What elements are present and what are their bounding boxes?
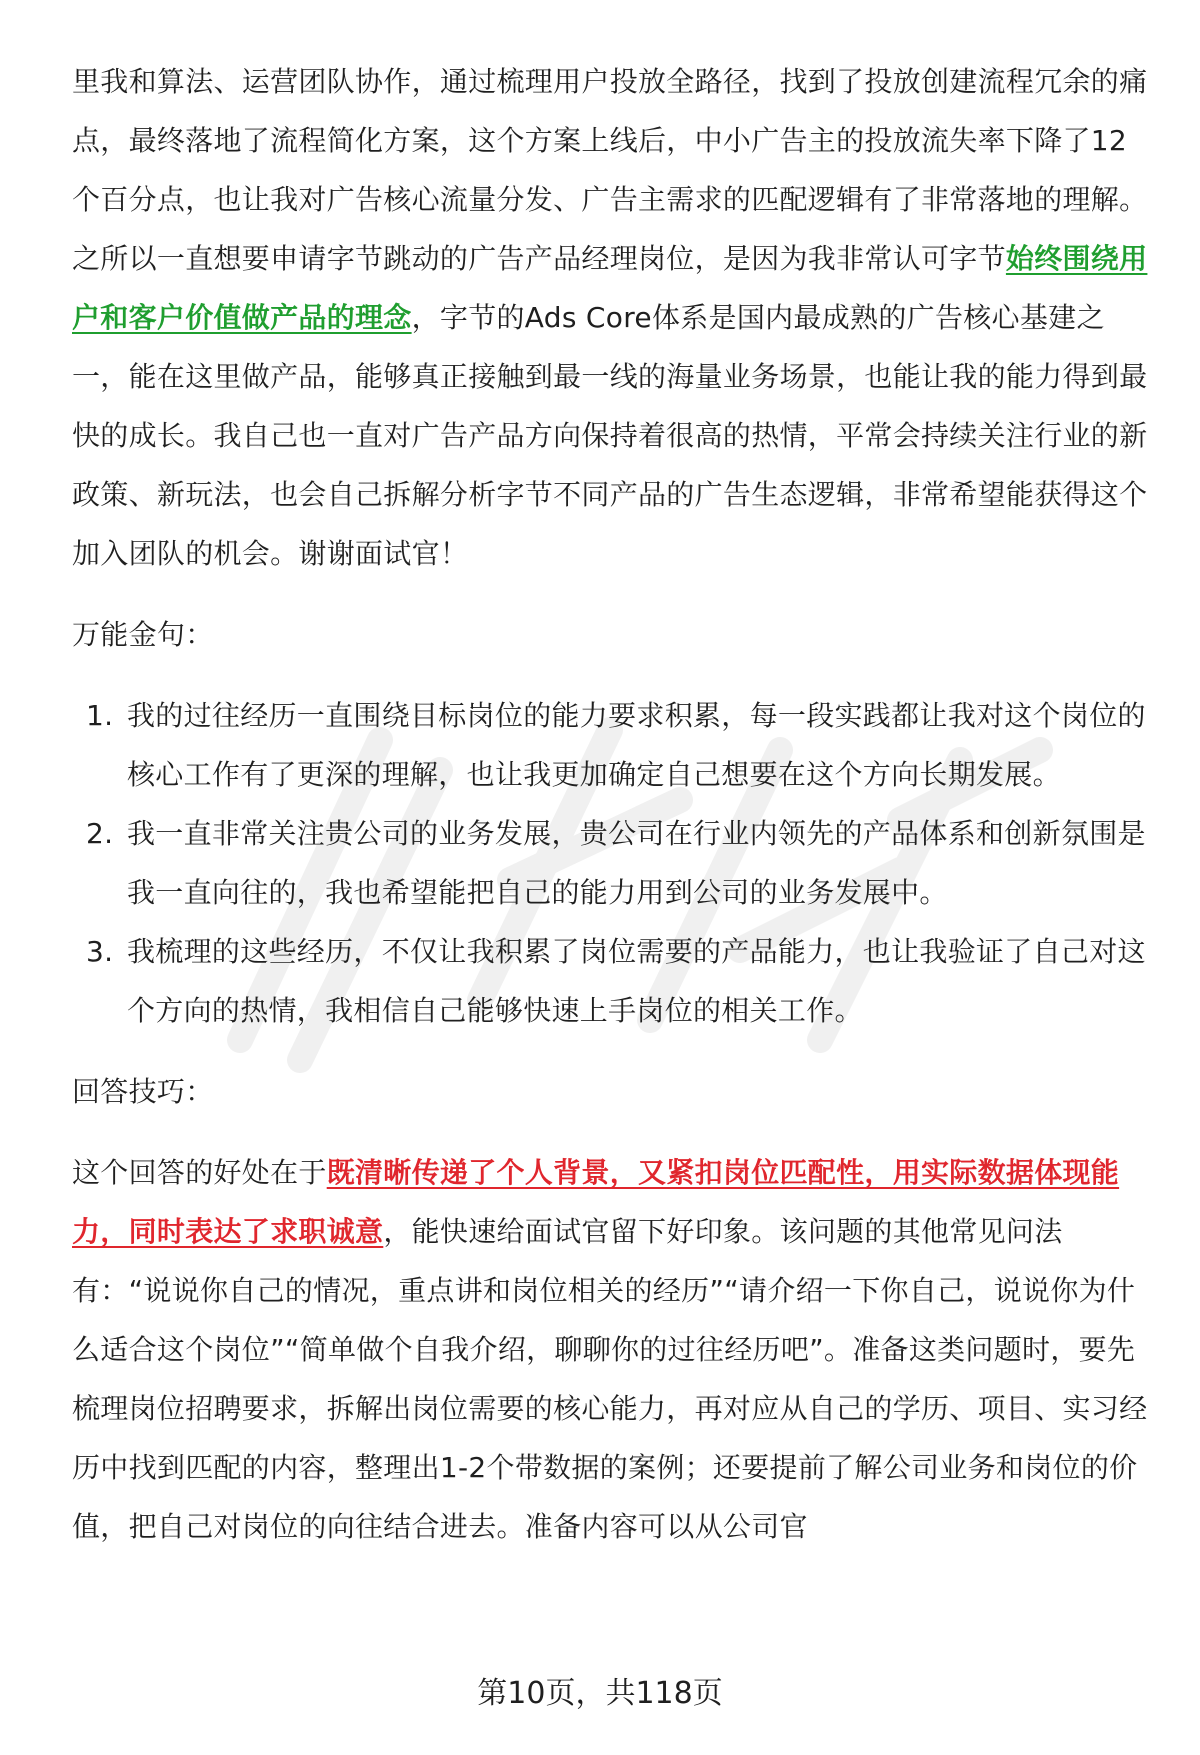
golden-sentences-list-section xyxy=(72,686,1148,1040)
tips-highlight-text: 既清晰传递了个人背景，又紧扣岗位匹配性，用实际数据体现能力，同时表达了求职诚意 xyxy=(72,1156,1120,1248)
intro-paragraph xyxy=(72,52,1148,583)
tips-text-part2: ，能快速给面试官留下好印象。该问题的其他常见问法有：“说说你自己的情况，重点讲和岗位相关的经历”“请介绍一下你自己，说说你为什么适合这个岗位”“简单做个自我介绍，聊聊你的过往经历吧”。准备这类问题时，要先梳理岗位招聘要求，拆解出岗位需要的核心能力，再对应从自己的学历、项目、实习经历中找到匹配的内容，整理出1-2个带数据的案例；还要提前了解公司业务和岗位的价值，把自己对岗位的向往结合进去。准备内容可以从公司官 xyxy=(72,1215,1148,1543)
list-item-text: 我一直非常关注贵公司的业务发展，贵公司在行业内领先的产品体系和创新氛围是我一直向往的，我也希望能把自己的能力用到公司的业务发展中。 xyxy=(127,817,1146,909)
list-item-text: 我的过往经历一直围绕目标岗位的能力要求积累，每一段实践都让我对这个岗位的核心工作有了更深的理解，也让我更加确定自己想要在这个方向长期发展。 xyxy=(127,699,1146,791)
tips-text-part1: 这个回答的好处在于 xyxy=(72,1156,327,1189)
document-page xyxy=(72,52,1148,1556)
list-item xyxy=(72,922,1148,1040)
list-item-number: 2. xyxy=(86,817,114,850)
answer-tips-label: 回答技巧： xyxy=(72,1075,214,1108)
intro-highlight-text: 始终围绕用户和客户价值做产品的理念 xyxy=(72,242,1148,334)
list-item xyxy=(72,804,1148,922)
intro-text-part1: 里我和算法、运营团队协作，通过梳理用户投放全路径，找到了投放创建流程冗余的痛点，最终落地了流程简化方案，这个方案上线后，中小广告主的投放流失率下降了12个百分点，也让我对广告核心流量分发、广告主需求的匹配逻辑有了非常落地的理解。之所以一直想要申请字节跳动的广告产品经理岗位，是因为我非常认可字节 xyxy=(72,65,1148,275)
list-item-number: 3. xyxy=(86,935,114,968)
intro-text-part2: ，字节的Ads Core体系是国内最成熟的广告核心基建之一，能在这里做产品，能够真正接触到最一线的海量业务场景，也能让我的能力得到最快的成长。我自己也一直对广告产品方向保持着很高的热情，平常会持续关注行业的新政策、新玩法，也会自己拆解分析字节不同产品的广告生态逻辑，非常希望能获得这个加入团队的机会。谢谢面试官！ xyxy=(72,301,1148,570)
list-item-number: 1. xyxy=(86,699,114,732)
page-number-footer: 第10页，共118页 xyxy=(477,1676,723,1711)
answer-tips-paragraph xyxy=(72,1143,1148,1556)
list-item-text: 我梳理的这些经历，不仅让我积累了岗位需要的产品能力，也让我验证了自己对这个方向的热情，我相信自己能够快速上手岗位的相关工作。 xyxy=(127,935,1146,1027)
golden-sentences-label: 万能金句： xyxy=(72,618,214,651)
golden-sentences-list xyxy=(72,686,1148,1040)
list-item xyxy=(72,686,1148,804)
